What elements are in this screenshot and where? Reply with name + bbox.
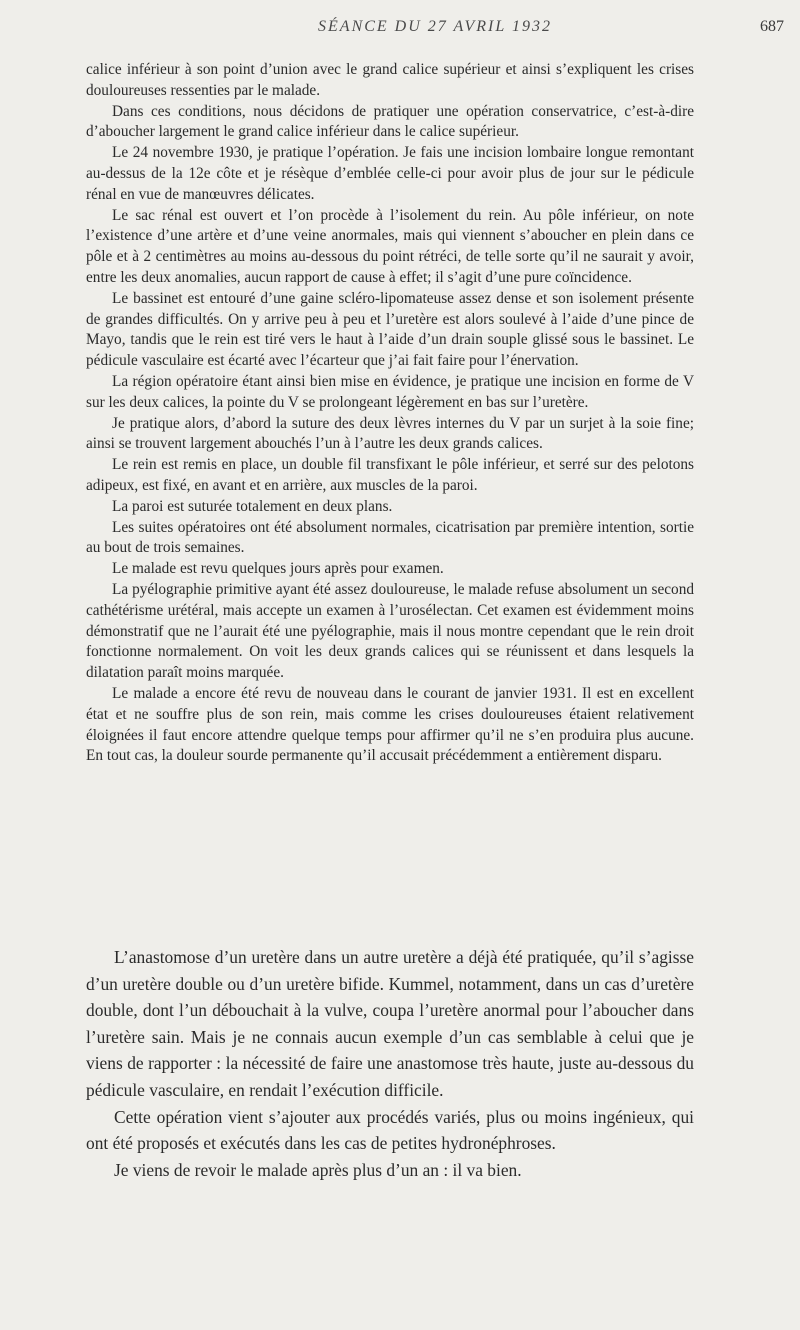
- running-title: SÉANCE DU 27 AVRIL 1932: [318, 18, 552, 35]
- paragraph: La région opératoire étant ainsi bien mise en évidence, je pratique une incision en forme de V sur les deux calices, la pointe du V se prolongeant légèrement en bas sur l’uretère.: [86, 372, 694, 411]
- case-report-text: [86, 60, 694, 767]
- paragraph: Le malade a encore été revu de nouveau dans le courant de janvier 1931. Il est en excellent état et ne souffre plus de son rein, mais comme les crises douloureuses étaient relativement éloignées il faut encore attendre quelque temps pour affirmer qu’il ne s’en produira plus aucune. En tout cas, la douleur sourde permanente qu’il accusait précédemment a entièrement disparu.: [86, 684, 694, 765]
- page-number: 687: [760, 18, 784, 35]
- paragraph: La paroi est suturée totalement en deux plans.: [112, 497, 393, 515]
- paragraph: Les suites opératoires ont été absolument normales, cicatrisation par première intention, sortie au bout de trois semaines.: [86, 518, 694, 557]
- discussion-text: [86, 944, 694, 1183]
- paragraph: L’anastomose d’un uretère dans un autre uretère a déjà été pratiquée, qu’il s’agisse d’un uretère double ou d’un uretère bifide. Kummel, notamment, dans un cas d’uretère double, dont l’un débouchait à la vulve, coupa l’uretère anormal pour l’aboucher dans l’uretère sain. Mais je ne connais aucun exemple d’un cas semblable à celui que je viens de rapporter : la nécessité de faire une anastomose très haute, juste au-dessous du pédicule vasculaire, en rendait l’exécution difficile.: [86, 947, 694, 1100]
- paragraph: Le rein est remis en place, un double fil transfixant le pôle inférieur, et serré sur des pelotons adipeux, est fixé, en avant et en arrière, aux muscles de la paroi.: [86, 456, 694, 494]
- paragraph: Le malade est revu quelques jours après pour examen.: [112, 560, 444, 578]
- paragraph: Le bassinet est entouré d’une gaine scléro-lipomateuse assez dense et son isolement présente de grandes difficultés. On y arrive peu à peu et l’uretère est alors soulevé à l’aide d’une pince de Mayo, tandis que le rein est tiré vers le haut à l’aide d’un drain souple glissé sous le bassinet. Le pédicule vasculaire est écarté avec l’écarteur que j’ai fait faire pour l’énervation.: [86, 289, 694, 370]
- running-head: [86, 18, 784, 42]
- paragraph: Le sac rénal est ouvert et l’on procède à l’isolement du rein. Au pôle inférieur, on note l’existence d’une artère et d’une veine anormales, mais qui viennent s’aboucher en plein dans ce pôle et à 2 centimètres au moins au-dessous du point rétréci, de telle sorte qu’il ne saurait y avoir, entre les deux anomalies, aucun rapport de cause à effet; il s’agit d’une pure coïncidence.: [86, 206, 694, 286]
- paragraph: Le 24 novembre 1930, je pratique l’opération. Je fais une incision lombaire longue remontant au-dessus de la 12e côte et je résèque d’emblée celle-ci pour avoir plus de jour sur le pédicule rénal en vue de manœuvres délicates.: [86, 144, 694, 203]
- paragraph: Je pratique alors, d’abord la suture des deux lèvres internes du V par un surjet à la soie fine; ainsi se trouvent largement abouchés l’un à l’autre les deux grands calices.: [86, 414, 694, 453]
- paragraph: La pyélographie primitive ayant été assez douloureuse, le malade refuse absolument un second cathétérisme urétéral, mais accepte un examen à l’urosélectan. Cet examen est évidemment moins démonstratif que ne l’aurait été une pyélographie, mais il nous montre cependant que le rein droit fonctionne normalement. On voit les deux grands calices qui se réunissent et dans lesquels la dilatation paraît moins marquée.: [86, 580, 694, 682]
- paragraph: Cette opération vient s’ajouter aux procédés variés, plus ou moins ingénieux, qui ont été proposés et exécutés dans les cas de petites hydronéphroses.: [86, 1106, 694, 1154]
- paragraph: Dans ces conditions, nous décidons de pratiquer une opération conservatrice, c’est-à-dire d’aboucher largement le grand calice inférieur dans le calice supérieur.: [86, 102, 694, 141]
- paragraph: calice inférieur à son point d’union avec le grand calice supérieur et ainsi s’expliquent les crises douloureuses ressenties par le malade.: [86, 61, 694, 99]
- paragraph: Je viens de revoir le malade après plus d’un an : il va bien.: [114, 1159, 522, 1180]
